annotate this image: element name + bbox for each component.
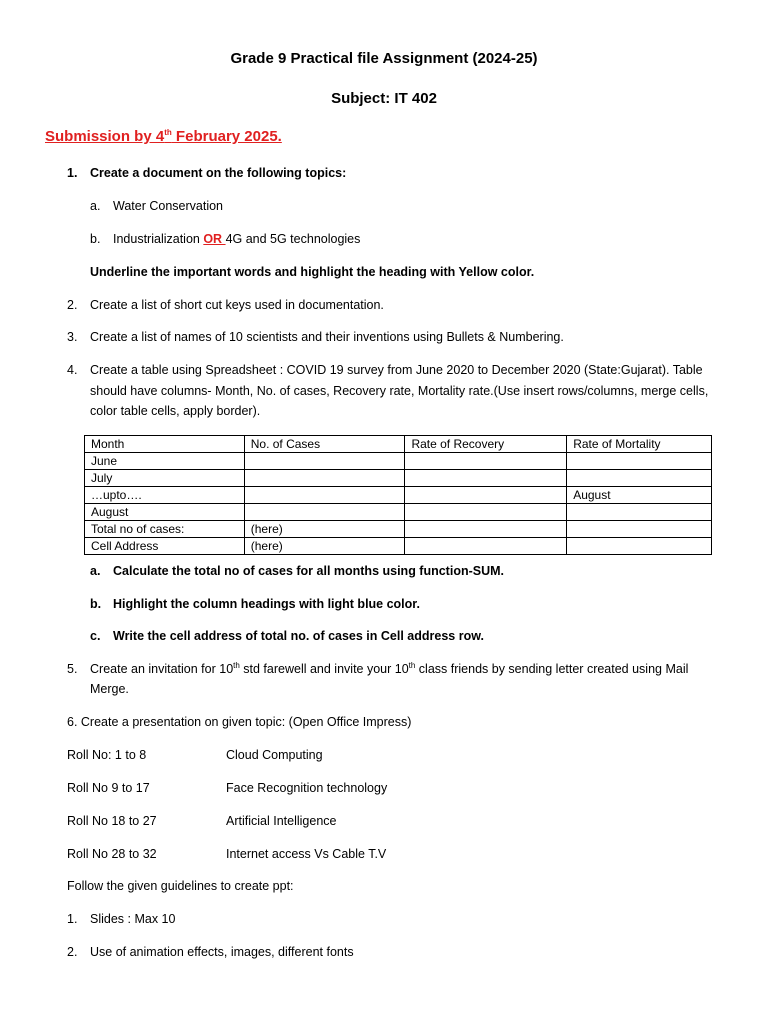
item-5-number: 5. — [67, 662, 78, 676]
table-cell: June — [85, 453, 245, 470]
covid-survey-table — [84, 435, 712, 555]
table-cell: July — [85, 470, 245, 487]
item-4c-marker: c. — [90, 629, 101, 643]
item-4b-text: Highlight the column headings with light blue color. — [113, 597, 420, 611]
submission-sup: th — [164, 128, 172, 137]
table-cell: August — [567, 487, 712, 504]
table-cell — [405, 470, 567, 487]
table-cell — [405, 538, 567, 555]
item-2-text: Create a list of short cut keys used in documentation. — [90, 298, 384, 312]
table-cell — [567, 504, 712, 521]
item-1a-marker: a. — [90, 199, 101, 213]
item-1b-marker: b. — [90, 232, 101, 246]
item-1-note: Underline the important words and highlight the heading with Yellow color. — [90, 265, 535, 279]
guideline-1-number: 1. — [67, 912, 78, 926]
item-3-text: Create a list of names of 10 scientists and their inventions using Bullets & Numbering. — [90, 330, 564, 344]
table-row — [85, 504, 712, 521]
item-6-text: 6. Create a presentation on given topic: (Open Office Impress) — [67, 715, 412, 729]
item-4b-marker: b. — [90, 597, 102, 611]
item-1b-or: OR — [203, 232, 226, 246]
guidelines-heading: Follow the given guidelines to create ppt: — [67, 879, 294, 893]
table-row — [85, 487, 712, 504]
table-row — [85, 470, 712, 487]
table-cell — [244, 470, 405, 487]
guideline-2-number: 2. — [67, 945, 78, 959]
table-cell: …upto…. — [85, 487, 245, 504]
item-1b-post: 4G and 5G technologies — [225, 232, 361, 246]
table-cell: (here) — [244, 538, 405, 555]
item-4-number: 4. — [67, 363, 78, 377]
item-1-text: Create a document on the following topics: — [90, 166, 347, 180]
item-5-line-2: Merge. — [90, 682, 129, 696]
item-4-line-3: color table cells, apply border). — [90, 404, 261, 418]
header-mortality: Rate of Mortality — [567, 436, 712, 453]
item-4a-marker: a. — [90, 564, 101, 578]
subject-heading: Subject: IT 402 — [331, 90, 437, 107]
guideline-2-text: Use of animation effects, images, different fonts — [90, 945, 354, 959]
header-recovery: Rate of Recovery — [405, 436, 567, 453]
item-2-number: 2. — [67, 298, 78, 312]
item-5-sup2: th — [408, 660, 416, 670]
table-cell: (here) — [244, 521, 405, 538]
table-row — [85, 521, 712, 538]
header-cases: No. of Cases — [244, 436, 405, 453]
table-cell — [405, 521, 567, 538]
table-cell — [567, 470, 712, 487]
table-cell — [405, 453, 567, 470]
item-5-p3: class friends by sending letter created using Mail — [415, 662, 689, 676]
roll-range: Roll No: 1 to 8 — [67, 748, 147, 762]
item-4-line-2: should have columns- Month, No. of cases, Recovery rate, Mortality rate.(Use insert rows/columns, merge cells, — [90, 384, 709, 398]
table-cell — [244, 453, 405, 470]
item-1b-text — [113, 232, 360, 246]
item-4a-text: Calculate the total no of cases for all months using function-SUM. — [113, 564, 505, 578]
table-cell: Cell Address — [85, 538, 245, 555]
item-5-line-1 — [90, 662, 688, 676]
table-cell — [405, 504, 567, 521]
roll-topic: Artificial Intelligence — [226, 814, 337, 828]
table-cell — [567, 538, 712, 555]
item-3-number: 3. — [67, 330, 78, 344]
roll-range: Roll No 28 to 32 — [67, 847, 157, 861]
submission-deadline — [45, 128, 282, 145]
table-cell: Total no of cases: — [85, 521, 245, 538]
table-row — [85, 453, 712, 470]
roll-range: Roll No 9 to 17 — [67, 781, 150, 795]
item-4c-text: Write the cell address of total no. of cases in Cell address row. — [113, 629, 484, 643]
table-cell — [244, 504, 405, 521]
item-5-p1: Create an invitation for 10 — [90, 662, 234, 676]
roll-topic: Face Recognition technology — [226, 781, 388, 795]
item-4-line-1: Create a table using Spreadsheet : COVID 19 survey from June 2020 to December 2020 (State:Gujarat). Table — [90, 363, 703, 377]
roll-topic: Cloud Computing — [226, 748, 323, 762]
table-header-row — [85, 436, 712, 453]
document-title: Grade 9 Practical file Assignment (2024-25) — [230, 50, 538, 67]
table-cell — [567, 453, 712, 470]
item-1a-text: Water Conservation — [113, 199, 223, 213]
table-cell — [405, 487, 567, 504]
roll-range: Roll No 18 to 27 — [67, 814, 157, 828]
table-cell: August — [85, 504, 245, 521]
item-5-p2: std farewell and invite your 10 — [239, 662, 409, 676]
submission-pre: Submission by 4 — [45, 128, 165, 145]
item-5-sup1: th — [233, 660, 240, 670]
table-cell — [244, 487, 405, 504]
header-month: Month — [85, 436, 245, 453]
item-1b-pre: Industrialization — [113, 232, 204, 246]
table-cell — [567, 521, 712, 538]
guideline-1-text: Slides : Max 10 — [90, 912, 176, 926]
submission-post: February 2025. — [171, 128, 282, 145]
item-1-number: 1. — [67, 166, 78, 180]
table-row — [85, 538, 712, 555]
roll-topic: Internet access Vs Cable T.V — [226, 847, 387, 861]
